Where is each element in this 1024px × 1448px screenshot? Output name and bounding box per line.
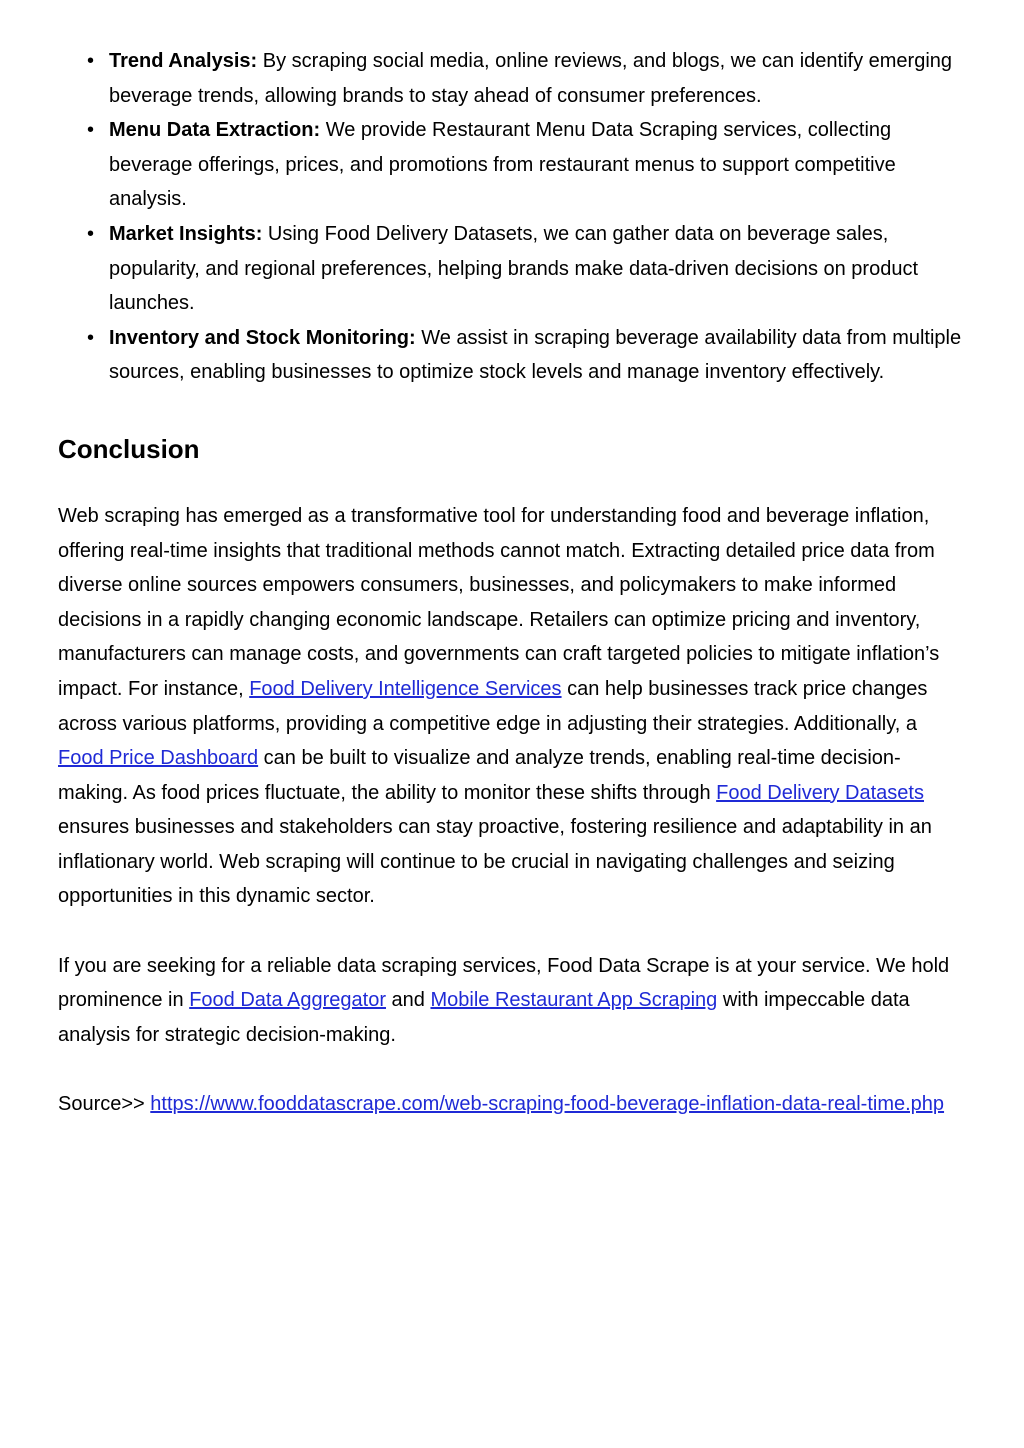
bullet-text: We provide Restaurant Menu Data Scraping services, collecting beverage offerings, prices, and promotions from restaurant menus to support competitive analysis.	[109, 119, 896, 211]
bullet-icon: •	[87, 326, 95, 349]
food-delivery-datasets-link[interactable]: Food Delivery Datasets	[716, 781, 924, 804]
source-paragraph	[58, 1087, 966, 1122]
food-delivery-intelligence-services-link[interactable]: Food Delivery Intelligence Services	[249, 677, 562, 700]
bullet-icon: •	[87, 119, 95, 142]
food-price-dashboard-link[interactable]: Food Price Dashboard	[58, 747, 259, 770]
list-item	[87, 321, 966, 390]
bullet-icon: •	[87, 222, 95, 245]
conclusion-text-3: can be built to visualize and analyze trends, enabling real-time decision-making. As food prices fluctuate, the ability to monitor these shifts through	[58, 747, 901, 804]
bullet-icon: •	[87, 50, 95, 72]
bullet-label: Menu Data Extraction:	[109, 119, 321, 142]
list-item	[87, 44, 966, 113]
bullet-text: Using Food Delivery Datasets, we can gather data on beverage sales, popularity, and regional preferences, helping brands make data-driven decisions on product launches.	[109, 222, 919, 315]
list-item	[87, 217, 966, 321]
source-url-link[interactable]: https://www.fooddatascrape.com/web-scraping-food-beverage-inflation-data-real-time.php	[150, 1092, 945, 1115]
service-text-2: and	[385, 989, 431, 1012]
list-item	[87, 113, 966, 217]
service-text-3: with impeccable data analysis for strategic decision-making.	[58, 989, 910, 1046]
mobile-restaurant-app-scraping-link[interactable]: Mobile Restaurant App Scraping	[430, 989, 718, 1012]
food-data-aggregator-link[interactable]: Food Data Aggregator	[189, 989, 386, 1012]
bullet-label: Market Insights:	[109, 222, 263, 245]
service-paragraph	[58, 949, 966, 1053]
conclusion-text-1: Web scraping has emerged as a transformative tool for understanding food and beverage inflation, offering real-time insights that traditional methods cannot match. Extracting detailed price data from diverse online sources empowers consumers, businesses, and policymakers to make informed decisions in a rapidly changing economic landscape. Retailers can optimize pricing and inventory, manufacturers can manage costs, and governments can craft targeted policies to mitigate inflation’s impact. For instance,	[58, 504, 940, 700]
bullet-label: Inventory and Stock Monitoring:	[109, 326, 416, 349]
conclusion-heading: Conclusion	[58, 433, 200, 464]
bullet-text: We assist in scraping beverage availability data from multiple sources, enabling businesses to optimize stock levels and manage inventory effectively.	[109, 326, 962, 384]
bullet-label: Trend Analysis:	[109, 50, 258, 72]
source-label: Source>>	[58, 1092, 151, 1115]
bullet-text: By scraping social media, online reviews, and blogs, we can identify emerging beverage trends, allowing brands to stay ahead of consumer preferences.	[109, 50, 953, 107]
conclusion-text-2: can help businesses track price changes across various platforms, providing a competitive edge in adjusting their strategies. Additionally, a	[58, 677, 928, 735]
conclusion-paragraph	[58, 499, 966, 914]
services-bullet-list	[58, 44, 966, 390]
conclusion-text-4: ensures businesses and stakeholders can stay proactive, fostering resilience and adaptability in an inflationary world. Web scraping will continue to be crucial in navigating challenges and seizing opportunities in this dynamic sector.	[58, 816, 932, 908]
service-text-1: If you are seeking for a reliable data scraping services, Food Data Scrape is at your service. We hold prominence in	[58, 954, 950, 1012]
